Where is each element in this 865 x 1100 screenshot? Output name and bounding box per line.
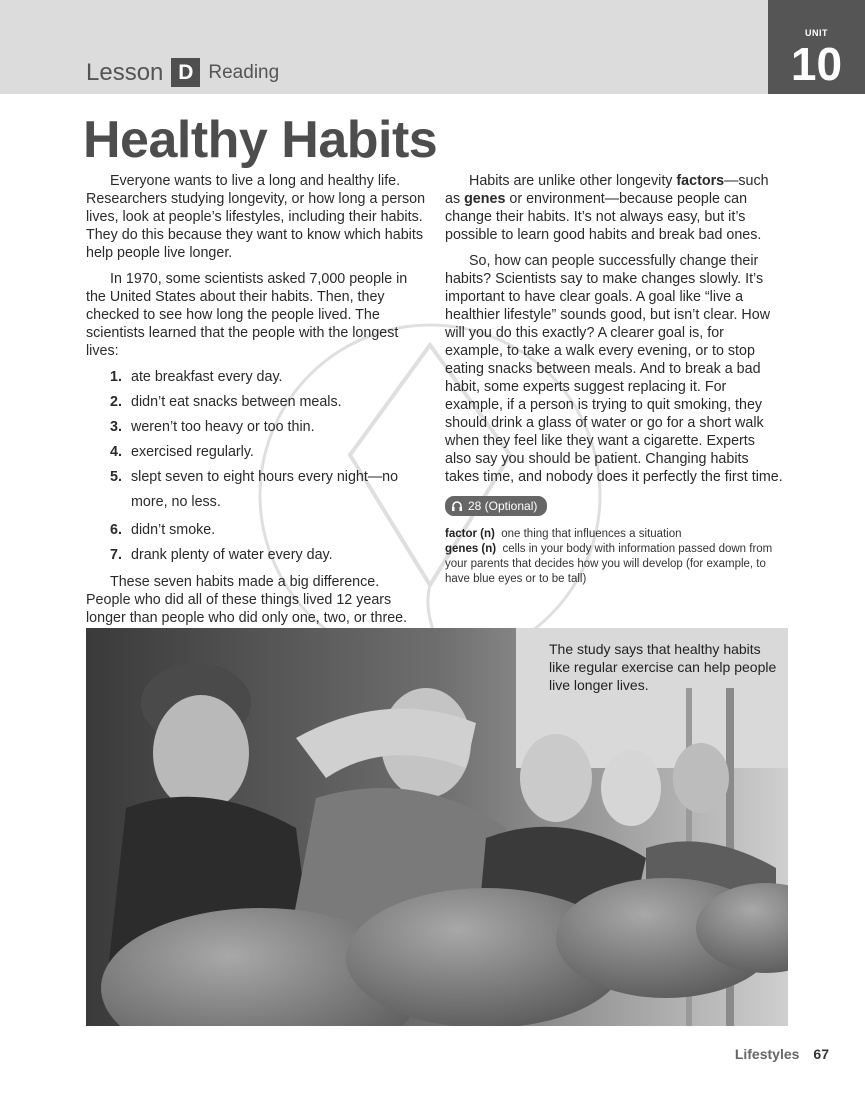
exercise-photo — [86, 628, 788, 1026]
paragraph: In 1970, some scientists asked 7,000 people in the United States about their habits. Then, they checked to see how long the people lived. The scientists learned that the people with the longest lives: — [86, 271, 408, 359]
list-number: 1. — [110, 369, 122, 385]
unit-badge — [768, 0, 865, 94]
list-item — [110, 521, 426, 540]
habits-list — [86, 368, 426, 565]
glossary-definition: one thing that influences a situation — [501, 528, 682, 540]
list-text: slept seven to eight hours every night—no more, no less. — [131, 469, 399, 510]
paragraph: So, how can people successfully change their habits? Scientists say to make changes slowly. It’s important to have clear goals. A goal like “live a healthier lifestyle” sounds good, but isn’t clear. How will you do this exactly? A clearer goal is, for example, to take a walk every evening, or to stop eating snacks between meals. And to break a bad habit, some experts suggest replacing it. For example, if a person is trying to quit smoking, they should drink a glass of water or go for a short walk when they feel like they want a cigarette. Experts also say you should be patient. Changing habits takes time, and nobody does it perfectly the first time. — [445, 253, 783, 485]
paragraph — [445, 172, 785, 244]
list-number: 4. — [110, 444, 122, 460]
list-number: 5. — [110, 469, 122, 485]
glossary-entry — [445, 527, 785, 542]
list-text: weren’t too heavy or too thin. — [131, 419, 315, 435]
list-item — [110, 546, 426, 565]
list-number: 7. — [110, 547, 122, 563]
photo-caption: The study says that healthy habits like regular exercise can help people live longer lives. — [549, 641, 777, 693]
glossary-definition: cells in your body with information passed down from your parents that decides how you will develop (for example, to have blue eyes or to be tall) — [445, 543, 773, 585]
list-item — [110, 418, 426, 437]
list-number: 6. — [110, 522, 122, 538]
footer-section: Lifestyles — [734, 1046, 800, 1062]
lesson-word: Lesson — [86, 58, 164, 86]
lesson-topic: Reading — [208, 61, 280, 83]
text-run: Habits are unlike other longevity — [469, 173, 677, 189]
unit-label: UNIT — [805, 28, 828, 38]
glossary-entry — [445, 542, 785, 587]
article-column-right — [445, 172, 785, 587]
glossary-term: genes (n) — [445, 543, 497, 555]
article-column-left — [86, 172, 426, 635]
list-text: didn’t eat snacks between meals. — [131, 394, 342, 410]
lesson-letter-badge: D — [171, 58, 200, 87]
list-text: didn’t smoke. — [131, 522, 216, 538]
audio-label: 28 (Optional) — [468, 499, 538, 513]
keyword-factors: factors — [676, 173, 725, 189]
list-text: exercised regularly. — [131, 444, 254, 460]
list-number: 2. — [110, 394, 122, 410]
headphones-icon — [451, 500, 463, 512]
list-item — [110, 368, 426, 387]
glossary — [445, 527, 785, 587]
unit-number: 10 — [790, 38, 843, 90]
list-item — [110, 393, 426, 412]
audio-track-button[interactable] — [445, 496, 547, 516]
page-footer — [735, 1046, 829, 1062]
list-text: ate breakfast every day. — [131, 369, 283, 385]
text-run: or environment—because people can change their habits. It’s not always easy, but it’s possible to learn good habits and break bad ones. — [445, 191, 762, 243]
text-run: —such as — [445, 173, 769, 207]
list-item — [110, 443, 426, 462]
page-number: 67 — [813, 1046, 829, 1062]
page-title: Healthy Habits — [83, 111, 438, 169]
glossary-term: factor (n) — [445, 528, 495, 540]
keyword-genes: genes — [464, 191, 506, 207]
list-text: drank plenty of water every day. — [131, 547, 333, 563]
paragraph: Everyone wants to live a long and healthy life. Researchers studying longevity, or how long a person lives, look at people’s lifestyles, including their habits. They do this because they want to know which habits help people live longer. — [86, 173, 426, 261]
list-number: 3. — [110, 419, 122, 435]
list-item — [110, 468, 426, 515]
paragraph: These seven habits made a big difference. People who did all of these things lived 12 years longer than people who did only one, two, or three. — [86, 574, 408, 626]
lesson-heading — [86, 58, 279, 87]
